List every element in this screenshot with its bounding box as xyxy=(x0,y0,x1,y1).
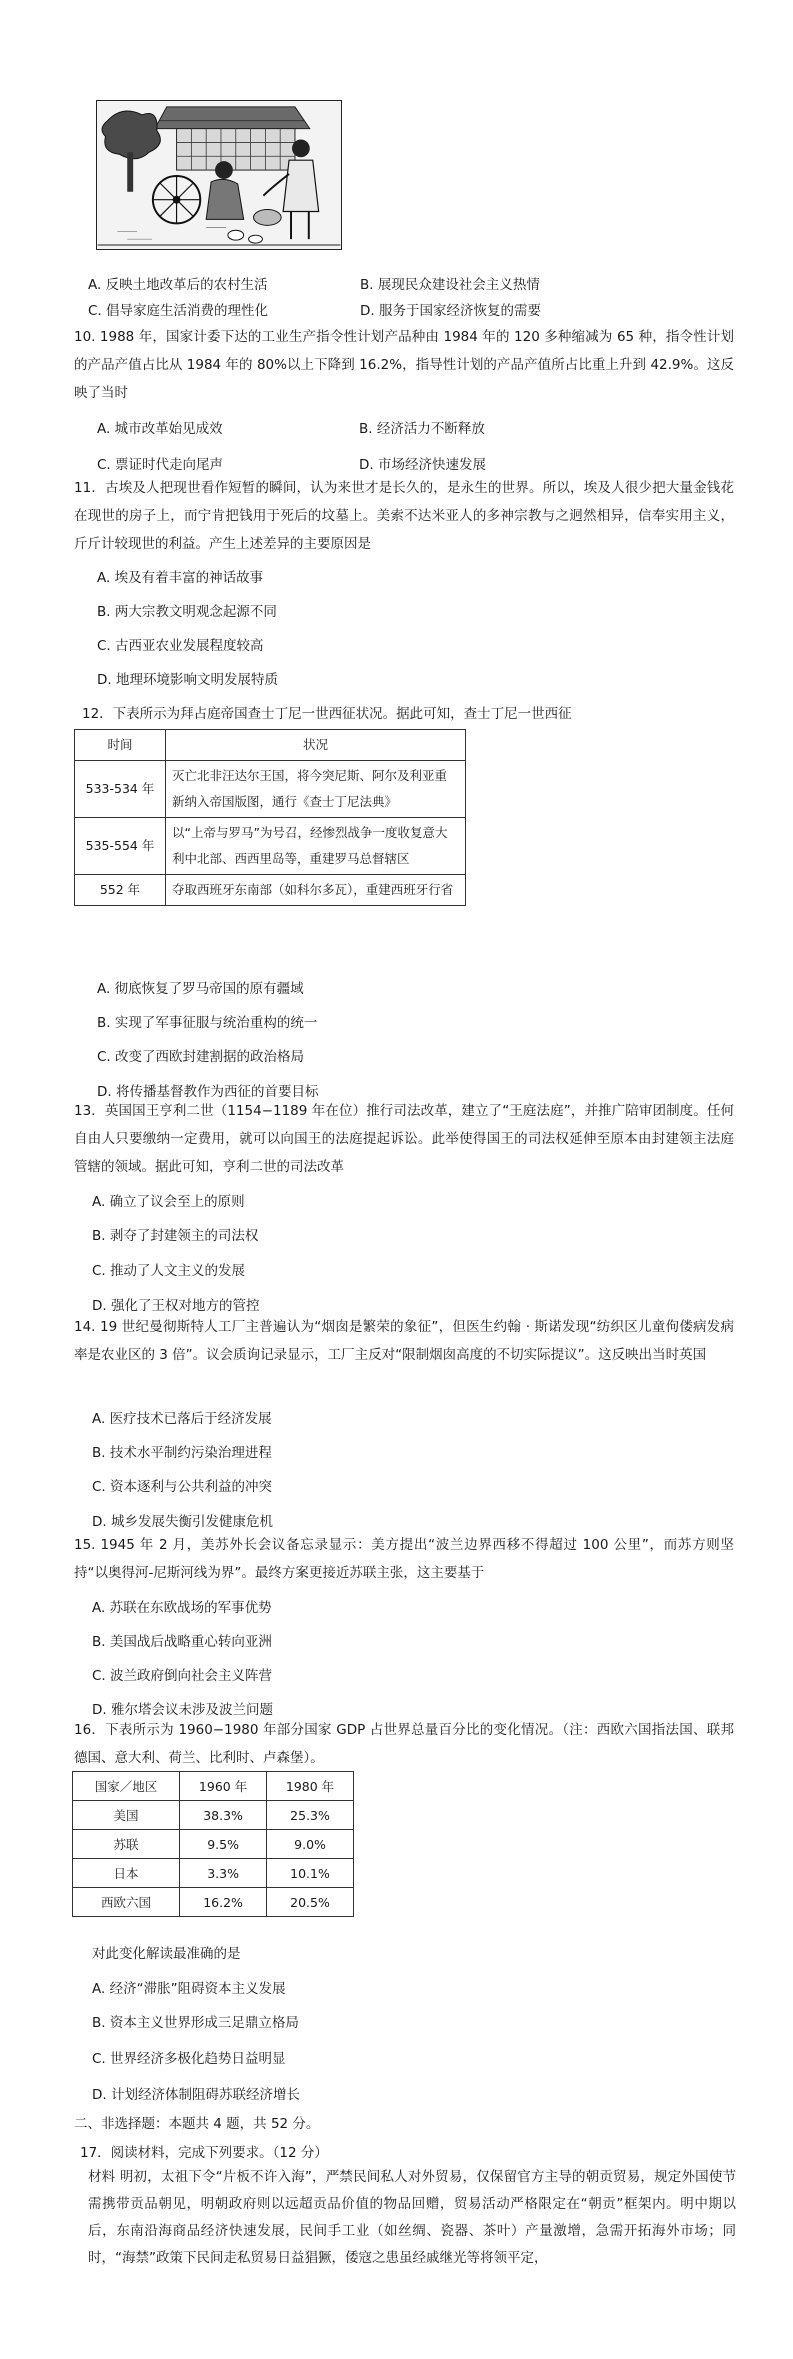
q16-stem: 16．下表所示为 1960−1980 年部分国家 GDP 占世界总量百分比的变化情况。（注：西欧六国指法国、联邦德国、意大利、荷兰、比利时、卢森堡）。 xyxy=(74,1722,734,1766)
q12-option-b[interactable]: B. 实现了军事征服与统治重构的统一 xyxy=(97,1015,318,1031)
q10-option-a[interactable]: A. 城市改革始见成效 xyxy=(97,421,223,437)
q16-table-header-region: 国家／地区 xyxy=(73,1772,180,1801)
q11-option-d[interactable]: D. 地理环境影响文明发展特质 xyxy=(97,672,278,688)
table-cell: 25.3% xyxy=(267,1801,354,1830)
q11-option-a[interactable]: A. 埃及有着丰富的神话故事 xyxy=(97,570,264,586)
table-cell: 10.1% xyxy=(267,1859,354,1888)
table-cell: 西欧六国 xyxy=(73,1888,180,1917)
table-cell: 灭亡北非汪达尔王国，将今突尼斯、阿尔及利亚重新纳入帝国版图，通行《查士丁尼法典》 xyxy=(166,761,466,818)
q10-option-b[interactable]: B. 经济活力不断释放 xyxy=(359,421,485,437)
q11-option-b[interactable]: B. 两大宗教文明观念起源不同 xyxy=(97,604,277,620)
q14-option-b[interactable]: B. 技术水平制约污染治理进程 xyxy=(92,1445,272,1461)
q15-option-a[interactable]: A. 苏联在东欧战场的军事优势 xyxy=(92,1600,272,1616)
q17-title: 17．阅读材料，完成下列要求。（12 分） xyxy=(80,2145,328,2161)
q12-stem: 12．下表所示为拜占庭帝国查士丁尼一世西征状况。据此可知，查士丁尼一世西征 xyxy=(82,706,572,722)
section-heading: 二、非选择题：本题共 4 题，共 52 分。 xyxy=(74,2116,320,2132)
q15-option-c[interactable]: C. 波兰政府倒向社会主义阵营 xyxy=(92,1668,273,1684)
illustration-image xyxy=(97,101,341,249)
q13-option-b[interactable]: B. 剥夺了封建领主的司法权 xyxy=(92,1228,259,1244)
table-cell: 3.3% xyxy=(180,1859,267,1888)
q16-option-d[interactable]: D. 计划经济体制阻碍苏联经济增长 xyxy=(92,2087,300,2103)
table-cell: 535-554 年 xyxy=(75,818,166,875)
table-row xyxy=(75,761,466,818)
q16-option-b[interactable]: B. 资本主义世界形成三足鼎立格局 xyxy=(92,2015,299,2031)
q14-option-c[interactable]: C. 资本逐利与公共利益的冲突 xyxy=(92,1479,273,1495)
q12-table-header-status: 状况 xyxy=(166,730,466,761)
q13-option-d[interactable]: D. 强化了王权对地方的管控 xyxy=(92,1298,260,1314)
table-cell: 苏联 xyxy=(73,1830,180,1859)
table-cell: 日本 xyxy=(73,1859,180,1888)
q12-option-a[interactable]: A. 彻底恢复了罗马帝国的原有疆域 xyxy=(97,981,304,997)
q14-option-a[interactable]: A. 医疗技术已落后于经济发展 xyxy=(92,1411,272,1427)
woodcut-illustration xyxy=(96,100,342,250)
q12-option-d[interactable]: D. 将传播基督教作为西征的首要目标 xyxy=(97,1084,319,1100)
table-row xyxy=(73,1830,354,1859)
q16-option-c[interactable]: C. 世界经济多极化趋势日益明显 xyxy=(92,2051,286,2067)
table-cell: 夺取西班牙东南部（如科尔多瓦），重建西班牙行省 xyxy=(166,875,466,906)
table-row xyxy=(73,1888,354,1917)
table-cell: 以“上帝与罗马”为号召，经惨烈战争一度收复意大利中北部、西西里岛等，重建罗马总督辖区 xyxy=(166,818,466,875)
table-row xyxy=(73,1859,354,1888)
q9-option-d[interactable]: D. 服务于国家经济恢复的需要 xyxy=(360,303,541,319)
q16-table-header-1980: 1980 年 xyxy=(267,1772,354,1801)
table-row xyxy=(75,875,466,906)
q13-option-a[interactable]: A. 确立了议会至上的原则 xyxy=(92,1194,245,1210)
q15-option-b[interactable]: B. 美国战后战略重心转向亚洲 xyxy=(92,1634,272,1650)
table-cell: 20.5% xyxy=(267,1888,354,1917)
table-row xyxy=(75,818,466,875)
q11-option-c[interactable]: C. 古西亚农业发展程度较高 xyxy=(97,638,264,654)
table-cell: 552 年 xyxy=(75,875,166,906)
q11-stem: 11．古埃及人把现世看作短暂的瞬间，认为来世才是长久的，是永生的世界。所以，埃及人很少把大量金钱花在现世的房子上，而宁肯把钱用于死后的坟墓上。美索不达米亚人的多神宗教与之迥然相异，信奉实用主义，斤斤计较现世的利益。产生上述差异的主要原因是 xyxy=(74,480,734,552)
table-cell: 9.5% xyxy=(180,1830,267,1859)
q12-table xyxy=(74,729,466,906)
q10-option-d[interactable]: D. 市场经济快速发展 xyxy=(359,457,486,473)
q9-option-a[interactable]: A. 反映土地改革后的农村生活 xyxy=(88,277,268,293)
q16-option-a[interactable]: A. 经济“滞胀”阻碍资本主义发展 xyxy=(92,1981,286,1997)
q10-stem: 10. 1988 年，国家计委下达的工业生产指令性计划产品种由 1984 年的 120 多种缩减为 65 种，指令性计划的产品产值占比从 1984 年的 80%以上下降到 16.2%，指导性计划的产品产值所占比重上升到 42.9%。这反映了当时 xyxy=(74,329,734,401)
q13-stem: 13．英国国王亨利二世（1154−1189 年在位）推行司法改革，建立了“王庭法庭”，并推广陪审团制度。任何自由人只要缴纳一定费用，就可以向国王的法庭提起诉讼。此举使得国王的司法权延伸至原本由封建领主法庭管辖的领域。据此可知，亨利二世的司法改革 xyxy=(74,1103,734,1175)
q16-table xyxy=(72,1771,354,1917)
table-cell: 16.2% xyxy=(180,1888,267,1917)
q16-prompt: 对此变化解读最准确的是 xyxy=(92,1946,241,1962)
q16-table-header-1960: 1960 年 xyxy=(180,1772,267,1801)
q10-option-c[interactable]: C. 票证时代走向尾声 xyxy=(97,457,224,473)
q17-material: 材料 明初，太祖下令“片板不许入海”，严禁民间私人对外贸易，仅保留官方主导的朝贡贸易，规定外国使节需携带贡品朝见，明朝政府则以远超贡品价值的物品回赠，贸易活动严格限定在“朝贡”框架内。明中期以后，东南沿海商品经济快速发展，民间手工业（如丝绸、瓷器、茶叶）产量激增，急需开拓海外市场；同时，“海禁”政策下民间走私贸易日益猖獗，倭寇之患虽经戚继光等将领平定， xyxy=(88,2169,736,2266)
table-cell: 9.0% xyxy=(267,1830,354,1859)
q12-table-header-time: 时间 xyxy=(75,730,166,761)
q12-option-c[interactable]: C. 改变了西欧封建割据的政治格局 xyxy=(97,1049,305,1065)
table-cell: 美国 xyxy=(73,1801,180,1830)
q14-stem: 14. 19 世纪曼彻斯特人工厂主普遍认为“烟囱是繁荣的象征”，但医生约翰 · 斯诺发现“纺织区儿童佝偻病发病率是农业区的 3 倍”。议会质询记录显示，工厂主反对“限制烟囱高度的不切实际提议”。这反映出当时英国 xyxy=(74,1319,734,1363)
q13-option-c[interactable]: C. 推动了人文主义的发展 xyxy=(92,1263,246,1279)
q9-option-b[interactable]: B. 展现民众建设社会主义热情 xyxy=(360,277,540,293)
q15-stem: 15. 1945 年 2 月，美苏外长会议备忘录显示：美方提出“波兰边界西移不得超过 100 公里”，而苏方则坚持“以奥得河-尼斯河线为界”。最终方案更接近苏联主张，这主要基于 xyxy=(74,1537,734,1581)
q15-option-d[interactable]: D. 雅尔塔会议未涉及波兰问题 xyxy=(92,1702,273,1718)
q9-option-c[interactable]: C. 倡导家庭生活消费的理性化 xyxy=(88,303,269,319)
q14-option-d[interactable]: D. 城乡发展失衡引发健康危机 xyxy=(92,1514,273,1530)
table-row xyxy=(73,1801,354,1830)
table-cell: 533-534 年 xyxy=(75,761,166,818)
table-cell: 38.3% xyxy=(180,1801,267,1830)
